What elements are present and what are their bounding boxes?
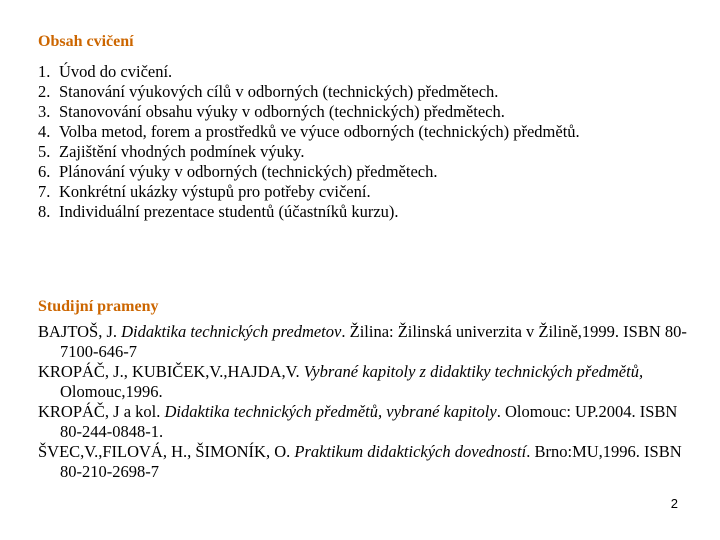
- item-text: Volba metod, forem a prostředků ve výuce odborných (technických) předmětů.: [59, 122, 580, 141]
- reference-title: Vybrané kapitoly z didaktiky technických předmětů,: [303, 362, 644, 381]
- item-number: 5.: [38, 142, 51, 161]
- item-text: Plánování výuky v odborných (technických) předmětech.: [59, 162, 438, 181]
- contents-list: [38, 62, 678, 222]
- reference-title: Didaktika technických predmetov: [121, 322, 342, 341]
- page-number: 2: [670, 496, 678, 511]
- reference-details: . Brno:MU,1996. ISBN 80-210-2698-7: [60, 442, 682, 481]
- reference-details: . Olomouc: UP.2004. ISBN 80-244-0848-1.: [60, 402, 678, 441]
- reference-authors: KROPÁČ, J., KUBIČEK,V.,HAJDA,V.: [38, 362, 300, 381]
- list-item: [38, 102, 678, 122]
- reference-item: [38, 442, 688, 482]
- reference-title: Praktikum didaktických dovedností: [294, 442, 527, 461]
- item-number: 6.: [38, 162, 51, 181]
- list-item: [38, 82, 678, 102]
- item-text: Stanovování obsahu výuky v odborných (technických) předmětech.: [59, 102, 505, 121]
- reference-item: [38, 362, 688, 402]
- list-item: [38, 202, 678, 222]
- item-text: Konkrétní ukázky výstupů pro potřeby cvičení.: [59, 182, 371, 201]
- list-item: [38, 162, 678, 182]
- item-number: 1.: [38, 62, 51, 81]
- reference-item: [38, 402, 688, 442]
- item-number: 2.: [38, 82, 51, 101]
- item-number: 8.: [38, 202, 51, 221]
- reference-title: Didaktika technických předmětů, vybrané kapitoly: [164, 402, 497, 421]
- item-text: Stanování výukových cílů v odborných (technických) předmětech.: [59, 82, 499, 101]
- list-item: [38, 182, 678, 202]
- item-text: Zajištění vhodných podmínek výuky.: [59, 142, 305, 161]
- list-item: [38, 62, 678, 82]
- item-number: 7.: [38, 182, 51, 201]
- contents-heading: Obsah cvičení: [38, 33, 134, 50]
- item-text: Úvod do cvičení.: [59, 62, 173, 81]
- reference-authors: ŠVEC,V.,FILOVÁ, H., ŠIMONÍK, O.: [38, 442, 291, 461]
- sources-list: [38, 322, 688, 482]
- reference-authors: BAJTOŠ, J.: [38, 322, 118, 341]
- item-number: 4.: [38, 122, 51, 141]
- item-number: 3.: [38, 102, 51, 121]
- reference-details: Olomouc,1996.: [60, 382, 163, 401]
- reference-item: [38, 322, 688, 362]
- reference-details: . Žilina: Žilinská univerzita v Žilině,1999. ISBN 80-7100-646-7: [60, 322, 687, 361]
- reference-authors: KROPÁČ, J a kol.: [38, 402, 161, 421]
- item-text: Individuální prezentace studentů (účastníků kurzu).: [59, 202, 399, 221]
- list-item: [38, 142, 678, 162]
- list-item: [38, 122, 678, 142]
- sources-heading: Studijní prameny: [38, 298, 159, 315]
